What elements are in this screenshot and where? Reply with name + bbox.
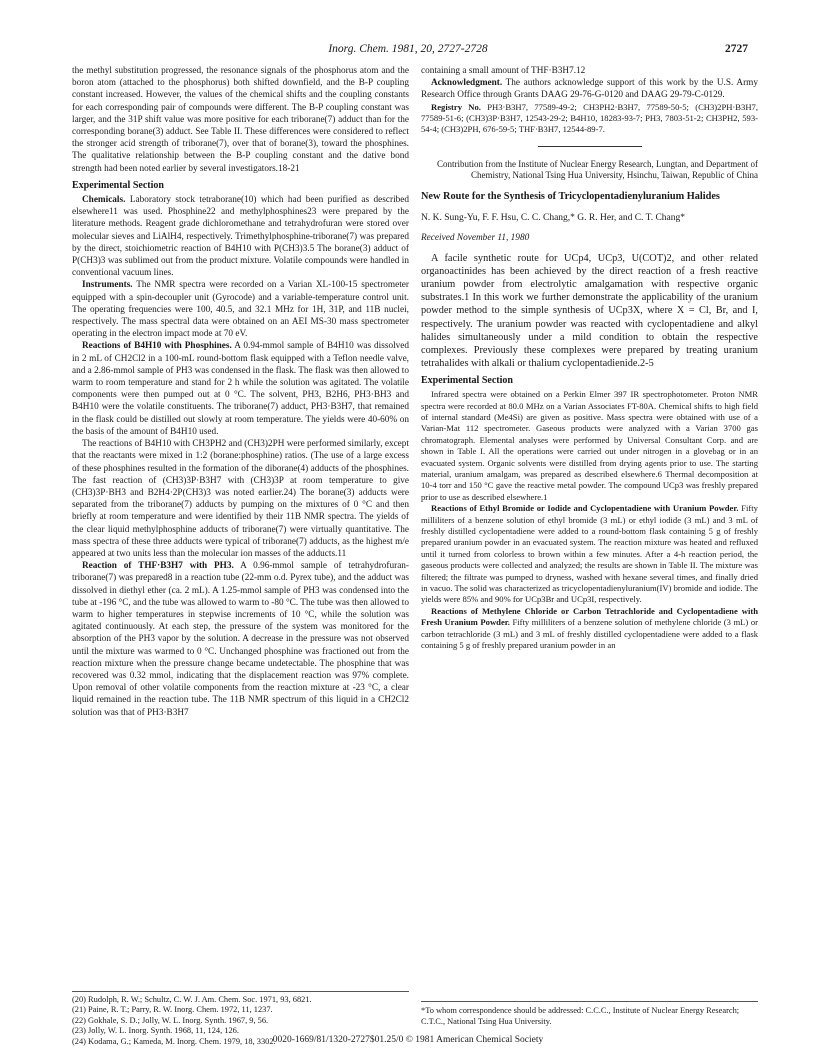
- paragraph-text: A 0.94-mmol sample of B4H10 was dissolved in 2 mL of CH2Cl2 in a 100-mL round-bottom flask equipped with a Teflon needle valve, and a 2.86-mmol sample of PH3 was condensed in the flask. The flask was then allowed to warm to room temperature and stand for 2 h while the solution was agitated. The volatile components were then pumped out at 0 °C. The solvent, PH3, B2H6, PH3·BH3 and B4H10 were the volatile constituents. The triborane(7) adduct, PH3·B3H7, that remained in the flask could be distilled out slowly at room temperature. The yields were 40-60% on the basis of the amount of B4H10 used.: [72, 341, 409, 437]
- paragraph-continued: containing a small amount of THF·B3H7.12: [421, 66, 586, 76]
- paragraph-text: A 0.96-mmol sample of tetrahydrofuran-triborane(7) was prepared8 in a reaction tube (22-mm o.d. Pyrex tube), and the adduct was dissolved in diethyl ether (ca. 2 mL). A 1.25-mmol sample of PH3 was condensed into the tube at -196 °C, and the tube was allowed to warm to -80 °C. The tube was then allowed to warm to higher temperatures in stepwise increments of 10 °C, while the solution was agitated continuously. At each step, the pressure of the system was monitored for the absorption of the PH3 vapor by the solution. A decrease in the pressure was not observed until the mixture was warmed to 0 °C. Unchanged phosphine was fractioned out from the reaction mixture when the pressure change became undetectable. The phosphine that was recovered was 0.32 mmol, indicating that the displacement reaction was 97% complete. Upon removal of other volatile components from the reaction mixture at -23 °C, a clear liquid remained in the reaction tube. The 11B NMR spectrum of this liquid in a CH2Cl2 solution was that of PH3·B3H7: [72, 561, 409, 718]
- paragraph-text: The NMR spectra were recorded on a Varian XL-100-15 spectrometer equipped with a spin-decoupler unit (Gyrocode) and a variable-temperature control unit. The operating frequencies were 100, 40.5, and 32.1 MHz for 1H, 31P, and 11B nuclei, respectively. The mass spectral data were obtained on an AEI MS-30 mass spectrometer operating in the electron impact mode at 70 eV.: [72, 280, 409, 340]
- reference-item: (20) Rudolph, R. W.; Schultz, C. W. J. Am. Chem. Soc. 1971, 93, 6821.: [72, 995, 312, 1004]
- paragraph-text: Fifty milliliters of a benzene solution of methylene chloride (3 mL) or carbon tetrachloride (3 mL) and 3 mL of freshly distilled cyclopentadiene were added to a flask containing 5 g of freshly prepared uranium powder in an: [421, 617, 758, 651]
- run-in-heading: Instruments.: [82, 280, 133, 291]
- left-column: [72, 65, 409, 719]
- page-footer: 0020-1669/81/1320-2727$01.25/0 © 1981 American Chemical Society: [272, 1035, 544, 1045]
- paragraph-reaction-thf: [72, 560, 409, 719]
- paragraph-methylene-chloride: [421, 606, 758, 652]
- paragraph-text: Fifty milliliters of a benzene solution of ethyl bromide (3 mL) or ethyl iodide (3 mL) and 3 mL of freshly distilled cyclopentadiene were added to a round-bottom flask containing 5 g of freshly prepared uranium powder in an evacuated system. The reaction mixture was heated and refluxed until it turned from colorless to brown within a few minutes. After a 4-h reaction period, the gaseous products were collected and analyzed; the results are shown in Table II. The mixture was filtered; the filtrate was pumped to dryness, washed with hexane several times, and finally dried in vacuo. The solid was characterized as tricyclopentadienyluranium(IV) bromide and iodide. The yields were 85% and 90% for UCp3Br and UCp3I, respectively.: [421, 503, 758, 605]
- section-heading-experimental: Experimental Section: [72, 179, 164, 191]
- correspondence-footnote: *To whom correspondence should be addressed: C.C.C., Institute of Nuclear Energy Research; C.T.C., National Tsing Hua University.: [421, 1001, 758, 1027]
- reference-item: (21) Paine, R. T.; Parry, R. W. Inorg. Chem. 1972, 11, 1237.: [72, 1005, 273, 1015]
- run-in-heading: Acknowledgment.: [431, 78, 503, 89]
- right-column: [421, 65, 758, 652]
- reference-item: (24) Kodama, G.; Kameda, M. Inorg. Chem. 1979, 18, 3302.: [72, 1036, 276, 1046]
- page-number: 2727: [725, 43, 748, 55]
- run-in-heading: Reaction of THF·B3H7 with PH3.: [82, 561, 234, 572]
- paragraph-experimental: Infrared spectra were obtained on a Perkin Elmer 397 IR spectrophotometer. Proton NMR spectra were recorded at 80.0 MHz on a Varian Associates FT-80A. Chemical shifts to high field of internal standard (Me4Si) are given as positive. Mass spectra were obtained with use of a Varian-Mat 112 spectrometer. Gaseous products were analyzed with a Varian 3700 gas chromatograph. Elemental analyses were performed by Universal Consultant Corp. and are shown in Table I. All the operations were carried out under nitrogen in a glovebag or in an evacuated system. Organic solvents were distilled from drying agents prior to use. The starting material, uranium amalgam, was prepared as described elsewhere.6 Thermal decomposition at 10-4 torr and 150 °C gave the reactive metal powder. The compound UCp3 was freshly prepared prior to use as described elsewhere.1: [421, 389, 758, 502]
- article-divider: [538, 146, 642, 147]
- reference-item: (23) Jolly, W. L. Inorg. Synth. 1968, 11, 124, 126.: [72, 1026, 239, 1036]
- run-in-heading: Reactions of Ethyl Bromide or Iodide and Cyclopentadiene with Uranium Powder.: [431, 503, 739, 514]
- reference-item: (22) Gokhale, S. D.; Jolly, W. L. Inorg. Synth. 1967, 9, 56.: [72, 1015, 269, 1025]
- abstract-paragraph: A facile synthetic route for UCp4, UCp3, U(COT)2, and other related organoactinides has been achieved by the direct reaction of a fresh reactive uranium powder from electrolytic amalgamation with respective organic substrates.1 In this work we further demonstrate the applicability of the uranium powder method to the simple synthesis of UCp3X, where X = Cl, Br, and I, respectively. The uranium powder was reacted with cyclopentadiene and alkyl halides simultaneously under a mild condition to obtain the respective complexes. Previously these complexes were prepared by treating uranium tetrahalides with alkali or thalium cyclopentadienide.2-5: [421, 253, 758, 369]
- paragraph-ethyl-halides: [421, 503, 758, 606]
- received-date: Received November 11, 1980: [421, 232, 530, 243]
- paragraph-reactions-methylphosphines: The reactions of B4H10 with CH3PH2 and (CH3)2PH were performed similarly, except that the reactants were mixed in 1:2 (borane:phosphine) ratios. (The use of a large excess of these phosphines resulted in the formation of the diborane(4) adducts of the phosphines. The fast reaction of (CH3)3P·B3H7 with (CH3)3P at room temperature to give (CH3)3P·BH3 and B2H4·2P(CH3)3 was noted earlier.24) The borane(3) adducts were separated from the triborane(7) adducts by pumping on the mixtures of 0 °C and then briefly at room temperature and were identified by their 11B NMR spectra. The yields of the clear liquid methylphosphine adducts of triborane(7) were virtually quantitative. The mass spectra of these three adducts were typical of triborane(7) adducts, as the highest m/e appeared at two units less than the molecular ion masses of the adducts.11: [72, 439, 409, 559]
- paragraph-text: PH3·B3H7, 77589-49-2; CH3PH2·B3H7, 77589-50-5; (CH3)2PH·B3H7, 77589-51-6; (CH3)3P·B3H7, 12543-29-2; B4H10, 18283-93-7; PH3, 7803-51-2; CH3PH2, 593-54-4; (CH3)2PH, 676-59-5; THF·B3H7, 12544-89-7.: [421, 101, 758, 135]
- running-header: [0, 43, 816, 57]
- article-title: New Route for the Synthesis of Tricyclopentadienyluranium Halides: [421, 191, 720, 203]
- paragraph-acknowledgment: [421, 77, 758, 101]
- paragraph-registry: [421, 102, 758, 136]
- paragraph-chemicals: [72, 194, 409, 279]
- run-in-heading: Reactions of B4H10 with Phosphines.: [82, 341, 232, 352]
- author-list: N. K. Sung-Yu, F. F. Hsu, C. C. Chang,* G. R. Her, and C. T. Chang*: [421, 212, 686, 223]
- paragraph-intro: the methyl substitution progressed, the resonance signals of the phosphorus atom and the boron atom (attached to the phosphorus) both shifted downfield, and the B-P coupling constant increased. However, the values of the chemical shifts and the coupling constants for each corresponding pair of compounds were different. The B-P coupling constant was larger, and the 31P shift value was more positive for each triborane(7) adduct than for the corresponding borane(3) adduct. See Table II. These differences were considered to reflect the stronger acid strength of triborane(7), over that of borane(3), toward the phosphines. The qualitative relationship between the B-P coupling constant and the dative bond strength had been noted earlier by several investigators.18-21: [72, 66, 409, 174]
- journal-citation: Inorg. Chem. 1981, 20, 2727-2728: [328, 43, 488, 55]
- run-in-heading: Chemicals.: [82, 195, 126, 206]
- paragraph-text: The authors acknowledge support of this work by the U.S. Army Research Office through Grants DAAG 29-76-G-0120 and DAAG 29-79-C-0129.: [421, 78, 758, 101]
- paragraph-instruments: [72, 279, 409, 340]
- paragraph-reactions-b4h10: [72, 340, 409, 438]
- run-in-heading: Registry No.: [431, 101, 481, 112]
- contribution-affiliation: Contribution from the Institute of Nuclear Energy Research, Lungtan, and Department of Chemistry, National Tsing Hua University, Hsinchu, Taiwan, Republic of China: [437, 158, 758, 181]
- section-heading-experimental: Experimental Section: [421, 374, 513, 386]
- run-in-heading: Reactions of Methylene Chloride or Carbon Tetrachloride and Cyclopentadiene with Fresh Uranium Powder.: [421, 605, 758, 628]
- paragraph-text: Laboratory stock tetraborane(10) which had been purified as described elsewhere11 was used. Phosphine22 and methylphosphines23 were prepared by the literature methods. Reagent grade dichloromethane and tetrahydrofuran were stored over molecular sieves and LiAlH4, respectively. Trimethylphosphine-triborane(7) was prepared by the direct, stoichiometric reaction of B4H10 with P(CH3)3.5 The borane(3) adduct of P(CH3)3 was sublimed out from the product mixture. Volatile compounds were handled in conventional vacuum lines.: [72, 195, 409, 279]
